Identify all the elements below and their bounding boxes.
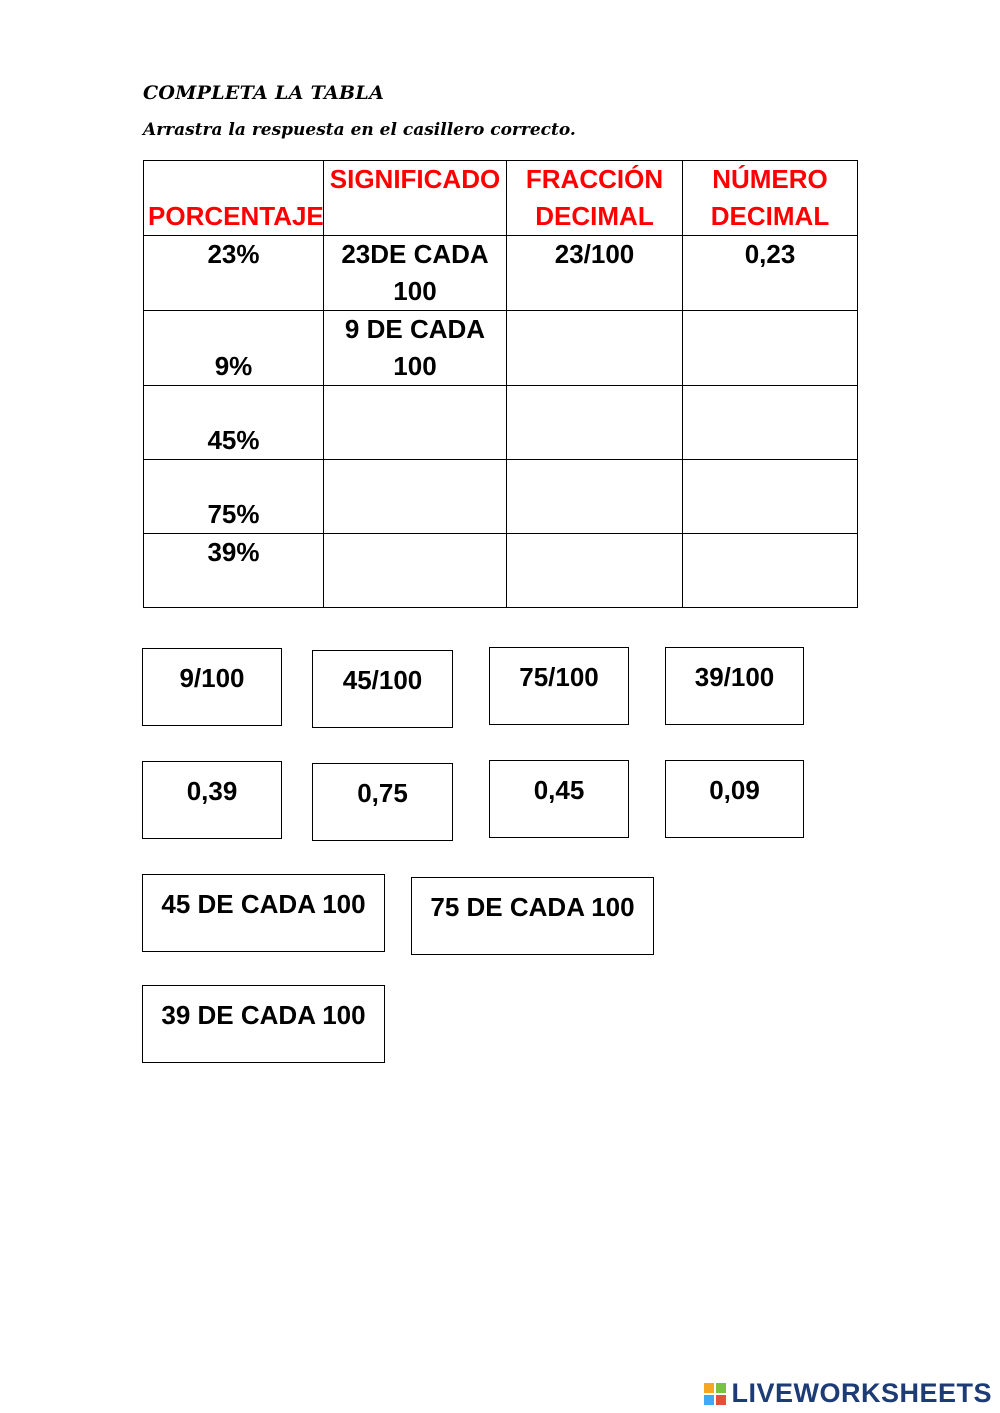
header-numero-decimal: NÚMERO DECIMAL [683, 161, 858, 236]
cell-porcentaje: 45% [144, 386, 324, 460]
drop-zone-fraccion[interactable] [507, 386, 683, 460]
header-porcentaje: PORCENTAJE [144, 161, 324, 236]
drag-card-meaning[interactable]: 75 DE CADA 100 [411, 877, 654, 955]
drop-zone-significado[interactable] [324, 534, 507, 608]
drag-card-fraction[interactable]: 9/100 [142, 648, 282, 726]
cell-porcentaje: 75% [144, 460, 324, 534]
drop-zone-fraccion[interactable] [507, 311, 683, 386]
drag-card-fraction[interactable]: 75/100 [489, 647, 629, 725]
drop-zone-decimal[interactable] [683, 534, 858, 608]
table-row [144, 460, 858, 534]
drag-card-decimal[interactable]: 0,09 [665, 760, 804, 838]
table-header-row [144, 161, 858, 236]
drag-card-decimal[interactable]: 0,75 [312, 763, 453, 841]
cell-porcentaje: 23% [144, 236, 324, 311]
drag-card-meaning[interactable]: 39 DE CADA 100 [142, 985, 385, 1063]
liveworksheets-logo [704, 1378, 992, 1409]
drop-zone-fraccion[interactable] [507, 534, 683, 608]
drag-card-fraction[interactable]: 45/100 [312, 650, 453, 728]
table-row [144, 386, 858, 460]
drag-card-meaning[interactable]: 45 DE CADA 100 [142, 874, 385, 952]
cell-significado: 9 DE CADA 100 [324, 311, 507, 386]
drop-zone-decimal[interactable] [683, 386, 858, 460]
table-row [144, 534, 858, 608]
drag-card-fraction[interactable]: 39/100 [665, 647, 804, 725]
logo-blocks-icon [704, 1383, 726, 1405]
cell-fraccion: 23/100 [507, 236, 683, 311]
drop-zone-significado[interactable] [324, 460, 507, 534]
drop-zone-decimal[interactable] [683, 460, 858, 534]
cell-porcentaje: 9% [144, 311, 324, 386]
logo-text: LIVEWORKSHEETS [731, 1378, 992, 1408]
drag-card-decimal[interactable]: 0,39 [142, 761, 282, 839]
worksheet-instruction: Arrastra la respuesta en el casillero correcto. [143, 120, 576, 140]
drag-card-decimal[interactable]: 0,45 [489, 760, 629, 838]
cell-porcentaje: 39% [144, 534, 324, 608]
worksheet-title: COMPLETA LA TABLA [143, 82, 385, 104]
header-significado: SIGNIFICADO [324, 161, 507, 236]
cell-decimal: 0,23 [683, 236, 858, 311]
table-row [144, 311, 858, 386]
cell-significado: 23DE CADA 100 [324, 236, 507, 311]
drop-zone-significado[interactable] [324, 386, 507, 460]
answer-table [143, 160, 858, 608]
drop-zone-decimal[interactable] [683, 311, 858, 386]
table-row [144, 236, 858, 311]
header-fraccion-decimal: FRACCIÓN DECIMAL [507, 161, 683, 236]
drop-zone-fraccion[interactable] [507, 460, 683, 534]
